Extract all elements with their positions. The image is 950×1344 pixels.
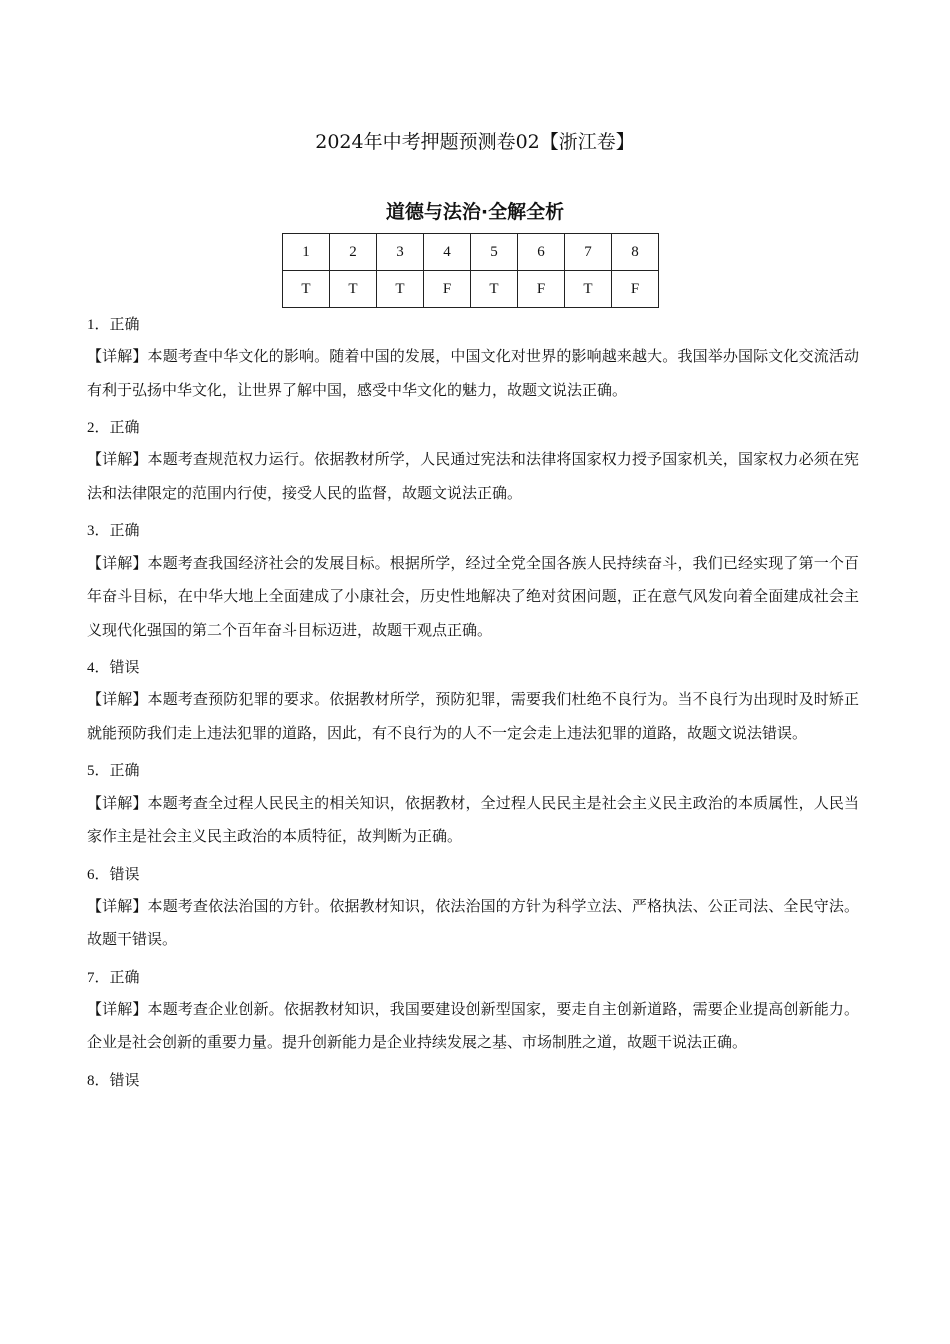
answer-cell: T <box>565 271 612 308</box>
answer-cell: F <box>612 271 659 308</box>
question-2-explanation: 【详解】本题考查规范权力运行。依据教材所学，人民通过宪法和法律将国家权力授予国家机关，国家权力必须在宪法和法律限定的范围内行使，接受人民的监督，故题文说法正确。 <box>87 450 859 502</box>
question-3-explanation: 【详解】本题考查我国经济社会的发展目标。根据所学，经过全党全国各族人民持续奋斗，我们已经实现了第一个百年奋斗目标，在中华大地上全面建成了小康社会，历史性地解决了绝对贫困问题，正在意气风发向着全面建成社会主义现代化强国的第二个百年奋斗目标迈进，故题干观点正确。 <box>87 553 859 639</box>
question-8-heading: 8．错误 <box>87 1072 140 1089</box>
answer-cell: F <box>424 271 471 308</box>
answer-cell: T <box>330 271 377 308</box>
question-4-explanation: 【详解】本题考查预防犯罪的要求。依据教材所学，预防犯罪，需要我们杜绝不良行为。当不良行为出现时及时矫正就能预防我们走上违法犯罪的道路，因此，有不良行为的人不一定会走上违法犯罪的道路，故题文说法错误。 <box>87 690 859 742</box>
document-subtitle: 道德与法治·全解全析 <box>385 201 565 223</box>
explanations <box>87 310 859 1096</box>
question-number-cell: 2 <box>330 234 377 271</box>
question-5-heading: 5．正确 <box>87 763 140 780</box>
answer-table-number-row <box>283 234 659 271</box>
answer-cell: F <box>518 271 565 308</box>
answer-table-answer-row <box>283 271 659 308</box>
question-6-heading: 6．错误 <box>87 866 140 883</box>
question-7-heading: 7．正确 <box>87 969 140 986</box>
question-number-cell: 7 <box>565 234 612 271</box>
question-number-cell: 5 <box>471 234 518 271</box>
question-number-cell: 1 <box>283 234 330 271</box>
answer-cell: T <box>283 271 330 308</box>
question-number-cell: 8 <box>612 234 659 271</box>
question-number-cell: 3 <box>377 234 424 271</box>
document-title: 2024年中考押题预测卷02【浙江卷】 <box>315 131 635 153</box>
question-7-explanation: 【详解】本题考查企业创新。依据教材知识，我国要建设创新型国家，要走自主创新道路，需要企业提高创新能力。企业是社会创新的重要力量。提升创新能力是企业持续发展之基、市场制胜之道，故题干说法正确。 <box>87 999 859 1052</box>
question-1-explanation: 【详解】本题考查中华文化的影响。随着中国的发展，中国文化对世界的影响越来越大。我国举办国际文化交流活动有利于弘扬中华文化，让世界了解中国，感受中华文化的魅力，故题文说法正确。 <box>87 347 859 399</box>
question-number-cell: 6 <box>518 234 565 271</box>
question-number-cell: 4 <box>424 234 471 271</box>
question-3-heading: 3．正确 <box>87 523 140 540</box>
question-1-heading: 1．正确 <box>87 317 140 333</box>
question-6-explanation: 【详解】本题考查依法治国的方针。依据教材知识，依法治国的方针为科学立法、严格执法、公正司法、全民守法。故题干错误。 <box>87 896 859 949</box>
question-5-explanation: 【详解】本题考查全过程人民民主的相关知识，依据教材，全过程人民民主是社会主义民主政治的本质属性，人民当家作主是社会主义民主政治的本质特征，故判断为正确。 <box>87 793 859 846</box>
answer-cell: T <box>471 271 518 308</box>
answer-cell: T <box>377 271 424 308</box>
question-4-heading: 4．错误 <box>87 660 140 677</box>
answer-table <box>282 233 659 308</box>
question-2-heading: 2．正确 <box>87 420 140 437</box>
